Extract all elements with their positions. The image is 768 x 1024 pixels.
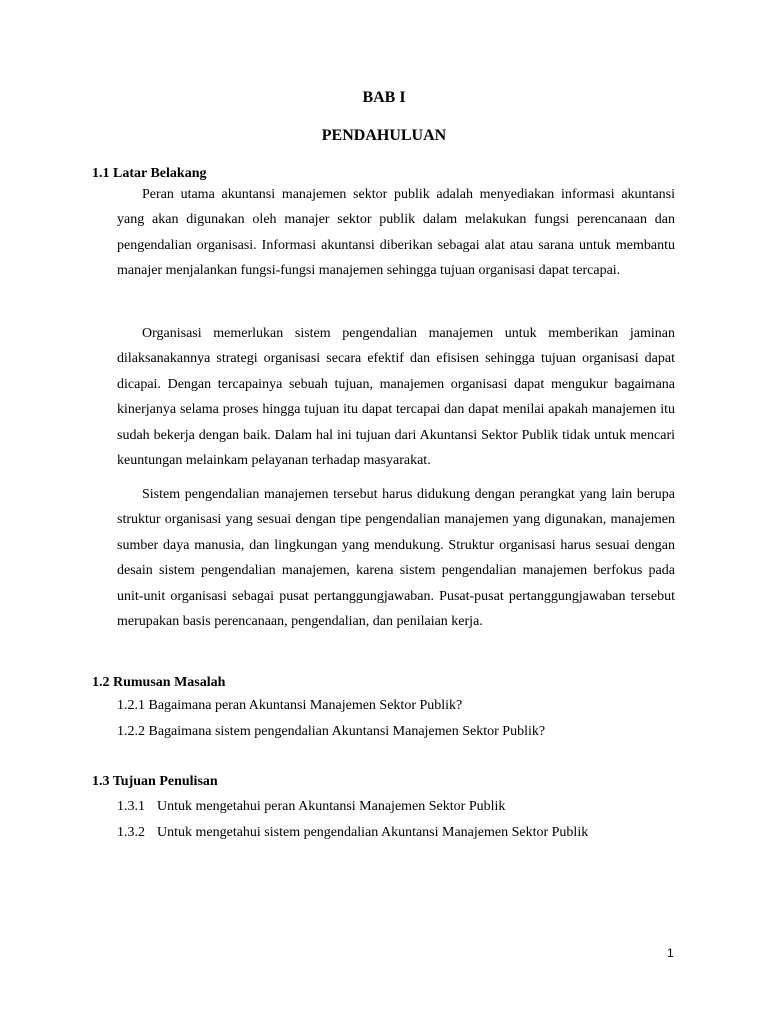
list-item-text: Bagaimana sistem pengendalian Akuntansi Manajemen Sektor Publik?	[148, 724, 546, 739]
list-item	[117, 723, 545, 741]
chapter-title: PENDAHULUAN	[321, 127, 447, 144]
paragraph-2: Organisasi memerlukan sistem pengendalian manajemen untuk memberikan jaminan dilaksanakannya strategi organisasi secara efektif dan efisisen sehingga tujuan organisasi dapat dicapai. Dengan tercapainya sebuah tujuan, manajemen organisasi dapat mengukur bagaimana kinerjanya selama proses hingga tujuan itu dapat tercapai dan dapat menilai apakah manajemen itu sudah bekerja dengan baik. Dalam hal ini tujuan dari Akuntansi Sektor Publik tidak untuk mencari keuntungan melainkam pelayanan terhadap masyarakat.	[117, 326, 675, 469]
list-item-text: Bagaimana peran Akuntansi Manajemen Sektor Publik?	[148, 698, 463, 713]
paragraph-1: Peran utama akuntansi manajemen sektor publik adalah menyediakan informasi akuntansi yang akan digunakan oleh manajer sektor publik dalam melakukan fungsi perencanaan dan pengendalian organisasi. Informasi akuntansi diberikan sebagai alat atau sarana untuk membantu manajer menjalankan fungsi-fungsi manajemen sehingga tujuan organisasi dapat tercapai.	[117, 187, 675, 279]
list-item-number: 1.2.2	[117, 724, 145, 739]
list-item-number: 1.3.1	[117, 799, 145, 814]
list-item	[117, 697, 462, 715]
list-item-text: Untuk mengetahui peran Akuntansi Manajemen Sektor Publik	[157, 799, 506, 814]
list-item-text: Untuk mengetahui sistem pengendalian Akuntansi Manajemen Sektor Publik	[157, 825, 589, 840]
section-heading-latar-belakang: 1.1 Latar Belakang	[92, 166, 207, 181]
list-item	[117, 824, 588, 842]
section-heading-rumusan-masalah: 1.2 Rumusan Masalah	[92, 675, 226, 690]
list-item-number: 1.2.1	[117, 698, 145, 713]
section-heading-tujuan-penulisan: 1.3 Tujuan Penulisan	[92, 774, 218, 789]
paragraph-3: Sistem pengendalian manajemen tersebut harus didukung dengan perangkat yang lain berupa struktur organisasi yang sesuai dengan tipe pengendalian manajemen yang digunakan, manajemen sumber daya manusia, dan lingkungan yang mendukung. Struktur organisasi harus sesuai dengan desain sistem pengendalian manajemen, karena sistem pengendalian manajemen berfokus pada unit-unit organisasi sebagai pusat pertanggungjawaban. Pusat-pusat pertanggungjawaban tersebut merupakan basis perencanaan, pengendalian, dan penilaian kerja.	[117, 487, 675, 630]
list-item	[117, 798, 505, 816]
list-item-number: 1.3.2	[117, 825, 145, 840]
page-number: 1	[667, 946, 674, 960]
chapter-number: BAB I	[362, 89, 406, 106]
